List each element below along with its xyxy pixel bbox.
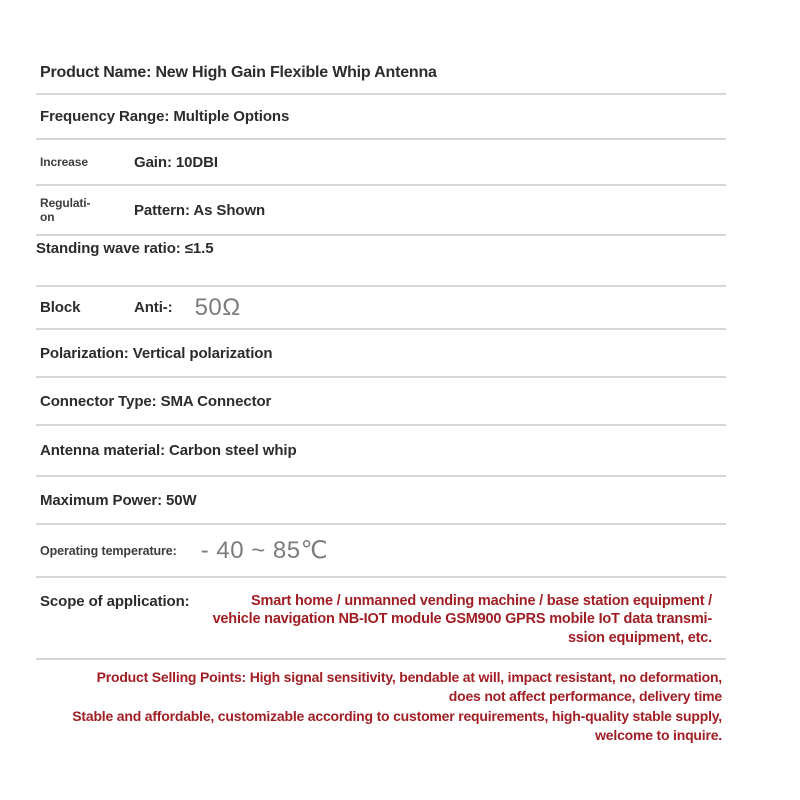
scope-line-1: Smart home / unmanned vending machine / base station equipment / xyxy=(251,593,712,609)
spec-row-impedance xyxy=(36,287,726,330)
antenna-material-text: Antenna material: Carbon steel whip xyxy=(40,442,297,459)
pattern-side-label xyxy=(40,196,134,224)
pattern-side-label-line1: Regulati- xyxy=(40,196,91,210)
selling-points-line-4: welcome to inquire. xyxy=(595,726,722,743)
scope-line-3: ssion equipment, etc. xyxy=(567,629,712,646)
connector-type-text: Connector Type: SMA Connector xyxy=(40,392,272,410)
spec-row-frequency-range xyxy=(36,95,726,140)
spec-row-connector-type xyxy=(36,378,726,426)
standing-wave-ratio-text: Standing wave ratio: ≤1.5 xyxy=(36,240,214,257)
maximum-power-text: Maximum Power: 50W xyxy=(40,491,197,509)
spec-row-polarization xyxy=(36,330,726,378)
gain-side-label: Increase xyxy=(40,155,88,169)
operating-temperature-value: - 40 ~ 85℃ xyxy=(200,537,329,564)
product-spec-sheet xyxy=(36,0,726,744)
scope-of-application-label: Scope of application: xyxy=(40,593,190,610)
impedance-value: 50Ω xyxy=(194,293,241,321)
impedance-side-label: Block xyxy=(40,298,81,316)
spec-row-standing-wave-ratio xyxy=(36,236,726,287)
pattern-value: Pattern: As Shown xyxy=(134,201,266,219)
spec-row-product-name xyxy=(36,0,726,95)
impedance-prefix: Anti-: xyxy=(134,299,173,316)
selling-points-line-1: Product Selling Points: High signal sensitivity, bendable at will, impact resistant, no deformation, xyxy=(96,669,722,685)
gain-value: Gain: 10DBI xyxy=(134,153,218,171)
spec-row-antenna-material xyxy=(36,426,726,477)
spec-row-scope-of-application xyxy=(36,578,726,660)
selling-points-line-3: Stable and affordable, customizable according to customer requirements, high-quality stable supply, xyxy=(72,708,722,724)
spec-row-maximum-power xyxy=(36,477,726,525)
selling-points-line-2: does not affect performance, delivery time xyxy=(448,687,722,704)
selling-points-block xyxy=(36,660,726,744)
scope-line-2: vehicle navigation NB-IOT module GSM900 GPRS mobile IoT data transmi- xyxy=(212,611,712,628)
spec-row-pattern xyxy=(36,186,726,236)
scope-of-application-text xyxy=(190,592,726,647)
pattern-side-label-line2: on xyxy=(40,210,55,224)
frequency-range-text: Frequency Range: Multiple Options xyxy=(40,108,290,125)
spec-row-operating-temperature xyxy=(36,525,726,578)
product-name-text: Product Name: New High Gain Flexible Whip Antenna xyxy=(40,64,437,81)
operating-temperature-label: Operating temperature: xyxy=(40,543,177,558)
spec-row-gain xyxy=(36,140,726,186)
polarization-text: Polarization: Vertical polarization xyxy=(40,344,273,362)
